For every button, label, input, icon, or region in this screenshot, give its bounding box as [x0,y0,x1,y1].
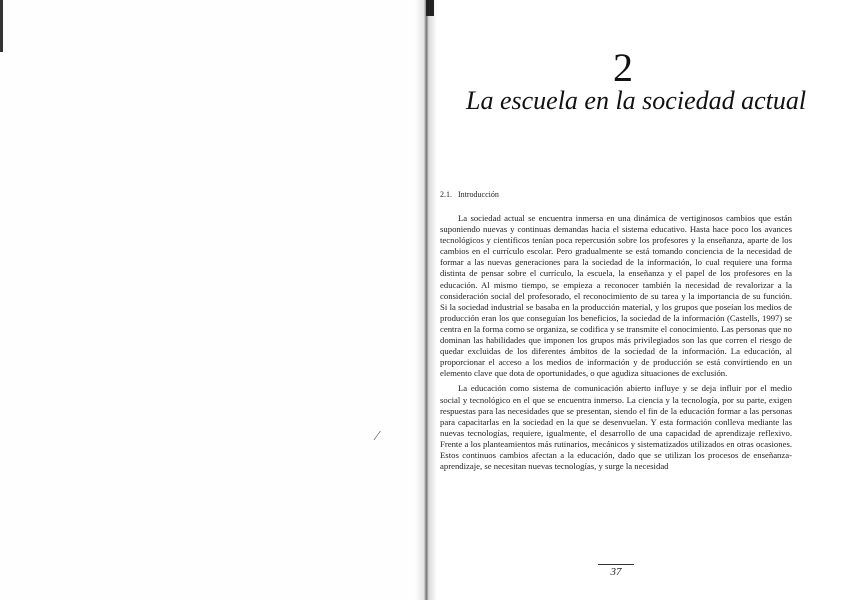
paragraph: La educación como sistema de comunicación abierto influye y se deja influir por el medio social y tecnológico en el que se encuentra inmerso. La ciencia y la tecnología, por su parte, exigen respuestas para las necesidades que se presentan, siendo el fin de la educación formar a las personas para capacitarlas en la sociedad en la que se desenvuelan. Y esta formación conlleva mediante las nuevas tecnologías, requiere, igualmente, el desarrollo de una capacidad de aprendizaje reflexivo. Frente a los planteamientos más rutinarios, mecánicos y sistematizados utilizados en otras ocasiones. Estos continuos cambios afectan a la educación, dado que se utilizan los procesos de enseñanza-aprendizaje, se necesitan nuevas tecnologías, y surge la necesidad [440,383,792,472]
scan-corner-mark [426,0,434,16]
section-number: 2.1. [440,190,452,199]
page-number: 37 [610,566,622,578]
chapter-number: 2 [613,45,633,90]
section-heading [440,190,640,200]
body-text [440,213,792,472]
chapter-title: La escuela en la sociedad actual [466,86,807,115]
stray-ink-mark: ⁄ [376,429,379,444]
section-title: Introducción [458,190,499,199]
paragraph: La sociedad actual se encuentra inmersa en una dinámica de vertiginosos cambios que están suponiendo nuevas y continuas demandas hacia el sistema educativo. Hasta hace poco los avances tecnológicos y científicos tenían poca repercusión sobre los profesores y la enseñanza, aparte de los cambios en el currículo escolar. Pero gradualmente se está tomando conciencia de la necesidad de formar a las nuevas generaciones para la sociedad de la información, lo cual requiere una forma distinta de pensar sobre el currículo, la escuela, la enseñanza y el papel de los profesores en la educación. Al mismo tiempo, se empieza a reconocer también la necesidad de revalorizar a la consideración social del profesorado, el reconocimiento de su tarea y la importancia de su función. Si la sociedad industrial se basaba en la producción material, y los grupos que poseían los medios de producción eran los que conseguían los beneficios, la sociedad de la información (Castells, 1997) se centra en la forma como se organiza, se codifica y se transmite el conocimiento. Las personas que no dominan las habilidades que imponen los grupos más privilegiados son las que corren el riesgo de quedar excluidas de los diferentes ámbitos de la sociedad de la información. La educación, al proporcionar el acceso a los medios de información y de producción se está convirtiendo en un elemento clave que dota de oportunidades, o que agudiza situaciones de exclusión. [440,213,792,379]
page-number-rule [598,564,634,565]
book-gutter [415,0,437,600]
scan-edge-mark [0,0,3,52]
